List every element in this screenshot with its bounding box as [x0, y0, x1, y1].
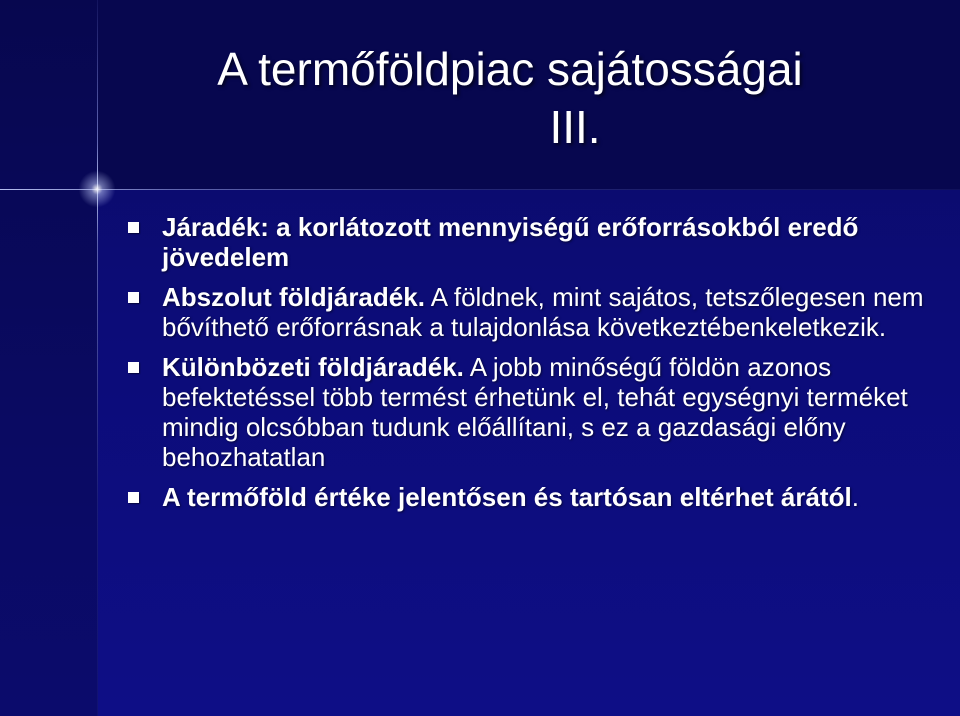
bullet-text: .: [851, 482, 859, 512]
left-band: [0, 0, 98, 716]
bullet-item: [128, 352, 928, 472]
bullet-bold-text: Abszolut földjáradék.: [162, 282, 425, 312]
slide-title-line1: A termőföldpiac sajátosságai: [217, 43, 803, 95]
slide-title-line2: III.: [549, 101, 601, 153]
bullet-bold-text: Járadék: a korlátozott mennyiségű erőforrásokból eredő jövedelem: [162, 212, 859, 272]
sparkle-decoration: [77, 169, 117, 209]
square-bullet-icon: [128, 492, 139, 503]
square-bullet-icon: [128, 362, 139, 373]
bullet-text: A jobb minőségű földön azonos befektetéssel több termést érhetünk el, tehát egységnyi terméket mindig olcsóbban tudunk előállítani, s ez a gazdasági előny behozhatatlan: [162, 352, 908, 472]
bullet-text: A földnek, mint sajátos, tetszőlegesen nem bővíthető erőforrásnak a tulajdonlása következtébenkeletkezik.: [162, 282, 924, 342]
vertical-divider: [97, 0, 98, 716]
bullet-item: [128, 482, 928, 512]
bullet-bold-text: A termőföld értéke jelentősen és tartósan eltérhet árától: [162, 482, 852, 512]
square-bullet-icon: [128, 222, 139, 233]
horizontal-divider: [0, 189, 960, 190]
slide-title: [120, 40, 900, 156]
square-bullet-icon: [128, 292, 139, 303]
bullet-list: [128, 212, 928, 522]
bullet-bold-text: Különbözeti földjáradék.: [162, 352, 464, 382]
bullet-item: [128, 282, 928, 342]
bullet-item: [128, 212, 928, 272]
